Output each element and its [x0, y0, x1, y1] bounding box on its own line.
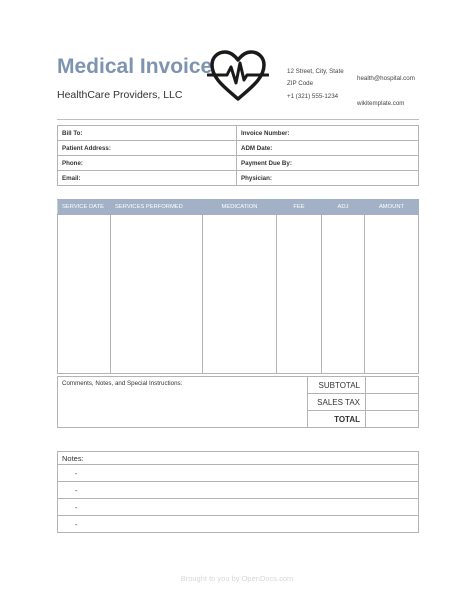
physician-field[interactable]: Physician: — [237, 171, 419, 186]
address-line-phone: +1 (321) 555-1234 — [287, 92, 339, 100]
fee-cell[interactable] — [277, 215, 322, 374]
footer-credit[interactable]: Brought to you by OpenDocs.com — [180, 574, 294, 583]
notes-table — [57, 451, 419, 533]
services-table — [57, 199, 419, 374]
address-line-zip: ZIP Code — [287, 80, 314, 88]
phone-field[interactable]: Phone: — [58, 156, 237, 171]
services-header-row — [58, 200, 419, 215]
company-address — [287, 66, 344, 103]
col-amount: AMOUNT — [365, 200, 419, 215]
adm-date-field[interactable]: ADM Date: — [237, 141, 419, 156]
payment-due-field[interactable]: Payment Due By: — [237, 156, 419, 171]
comments-field[interactable]: Comments, Notes, and Special Instructions: — [58, 377, 308, 428]
subtotal-value[interactable] — [366, 377, 419, 394]
sales-tax-label: SALES TAX — [308, 394, 366, 411]
col-medication: MEDICATION — [203, 200, 277, 215]
notes-label: Notes: — [58, 452, 419, 465]
service-date-cell[interactable] — [58, 215, 111, 374]
header-divider — [57, 119, 419, 120]
contact-email: health@hospital.com — [357, 75, 415, 82]
col-fee: FEE — [277, 200, 322, 215]
total-value[interactable] — [366, 411, 419, 428]
services-body-row — [58, 215, 419, 374]
note-line[interactable]: - — [58, 499, 419, 516]
invoice-number-field[interactable]: Invoice Number: — [237, 126, 419, 141]
patient-address-field[interactable]: Patient Address: — [58, 141, 237, 156]
address-line-street: 12 Street, City, State — [287, 68, 344, 75]
totals-table — [57, 376, 419, 428]
col-service-date: SERVICE DATE — [58, 200, 111, 215]
note-line[interactable]: - — [58, 482, 419, 499]
contact-website: wikitemplate.com — [357, 100, 405, 107]
page-title: Medical Invoice — [57, 55, 213, 78]
adj-cell[interactable] — [322, 215, 365, 374]
company-name: HealthCare Providers, LLC — [57, 89, 183, 101]
services-performed-cell[interactable] — [111, 215, 203, 374]
bill-to-field[interactable]: Bill To: — [58, 126, 237, 141]
subtotal-label: SUBTOTAL — [308, 377, 366, 394]
heartbeat-icon — [207, 48, 269, 102]
total-label: TOTAL — [308, 411, 366, 428]
note-line[interactable]: - — [58, 516, 419, 533]
email-field[interactable]: Email: — [58, 171, 237, 186]
note-line[interactable]: - — [58, 465, 419, 482]
company-contact — [357, 66, 415, 116]
medication-cell[interactable] — [203, 215, 277, 374]
col-adj: ADJ — [322, 200, 365, 215]
amount-cell[interactable] — [365, 215, 419, 374]
sales-tax-value[interactable] — [366, 394, 419, 411]
billing-info-table — [57, 125, 419, 186]
col-services-performed: SERVICES PERFORMED — [111, 200, 203, 215]
